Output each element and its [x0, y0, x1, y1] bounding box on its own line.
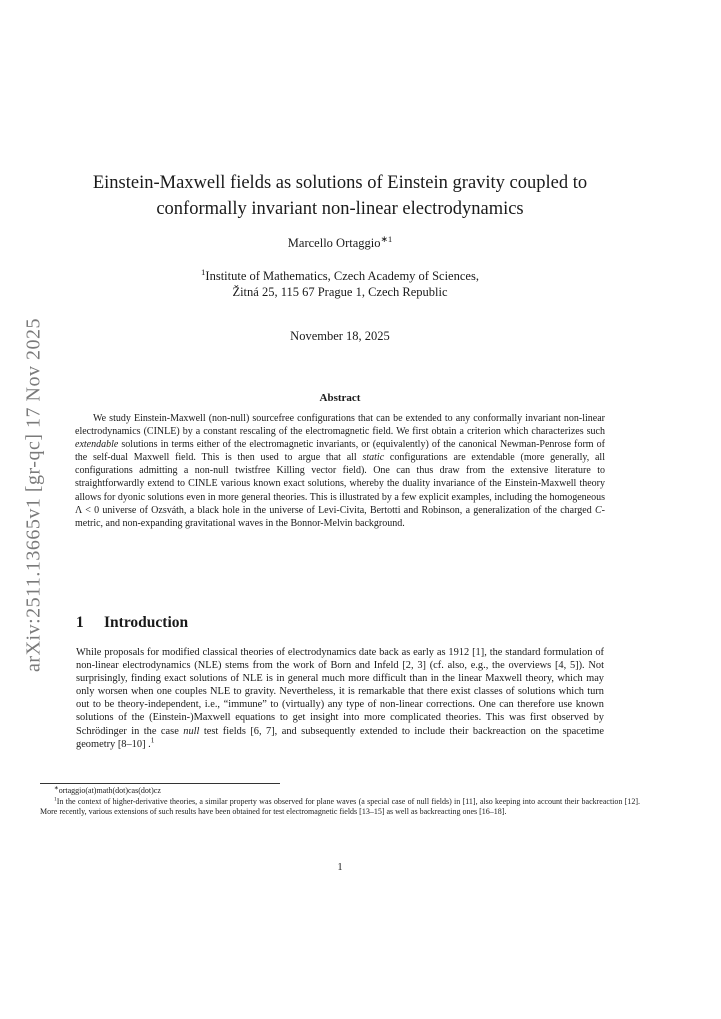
affiliation-mark: 1 [201, 266, 206, 277]
footnote-1: $^1$In the context of higher-derivative theories, a similar property was observed for plane waves (a special case of null fields) in [11], also keeping into account their backreaction [12]. More recently, various extensions of such results have been obtained for test electromagnetic fields [13–15] as well as backreacting ones [16–18]. [40, 795, 640, 816]
page-number: 1 [337, 862, 343, 873]
affiliation-line-2: Žitná 25, 115 67 Prague 1, Czech Republic [232, 285, 448, 299]
title-line-2: conformally invariant non-linear electrodynamics [156, 199, 524, 219]
arxiv-identifier: arXiv:2511.13665v1 [gr-qc] 17 Nov 2025 [22, 318, 45, 672]
section-number: 1 [76, 614, 84, 631]
author-marks: ∗1 [380, 233, 393, 244]
affiliation-line-1: Institute of Mathematics, Czech Academy of Sciences, [205, 269, 479, 283]
paper-title [40, 170, 640, 222]
author [40, 233, 640, 251]
affiliation [40, 268, 640, 300]
author-name: Marcello Ortaggio [287, 236, 381, 250]
title-line-1: Einstein-Maxwell fields as solutions of Einstein gravity coupled to [92, 173, 588, 193]
introduction-paragraph: While proposals for modified classical theories of electrodynamics date back as early as 1912 [1], the standard formulation of non-linear electrodynamics (NLE) stems from the work of Born and Infeld [2, 3] (cf. also, e.g., the overviews [4, 5]). Not surprisingly, finding exact solutions of NLE is in general much more difficult than in the linear Maxwell theory, which may only worsen when one couples NLE to gravity. Nevertheless, it is remarkable that there exist classes of solutions which turn out to be theory-independent, i.e., “immune” to (virtually) any type of non-linear corrections. One can therefore use known solutions of the (Einstein-)Maxwell equations to get insight into more complicated theories. This was first observed by Schrödinger in the case null test fields [6, 7], and subsequently extended to include their backreaction on the spacetime geometry [8–10] .$^1$ [76, 647, 604, 750]
footnotes [40, 786, 640, 818]
abstract-text: We study Einstein-Maxwell (non-null) sourcefree configurations that can be extended to any conformally invariant non-linear electrodynamics (CINLE) by a constant rescaling of the electromagnetic field. We first obtain a criterion which characterizes such extendable solutions in terms either of the electromagnetic invariants, or (equivalently) of the canonical Newman-Penrose form of the self-dual Maxwell field. This is then used to argue that all static configurations are extendable (more generally, all configurations admitting a non-null twistfree Killing vector field). One can thus draw from the extensive literature to straightforwardly extend to CINLE various known exact solutions, whereby the duality invariance of the Einstein-Maxwell theory allows for dyonic solutions even in more general theories. This is illustrated by a few explicit examples, including the homogeneous Λ < 0 universe of Ozsváth, a black hole in the universe of Levi-Civita, Bertotti and Robinson, a generalization of the charged C-metric, and non-expanding gravitational waves in the Bonnor-Melvin background. [75, 413, 605, 529]
footnote-mark-1: 1 [150, 736, 155, 745]
footnote-rule [40, 783, 280, 784]
paper-date: November 18, 2025 [290, 329, 390, 343]
section-heading-introduction [76, 614, 188, 632]
abstract-heading: Abstract [319, 392, 361, 404]
section-title: Introduction [104, 614, 189, 631]
arxiv-sidebar [4, 300, 64, 690]
footnote-email: ∗ortaggio(at)math(dot)cas(dot)cz [54, 785, 161, 795]
